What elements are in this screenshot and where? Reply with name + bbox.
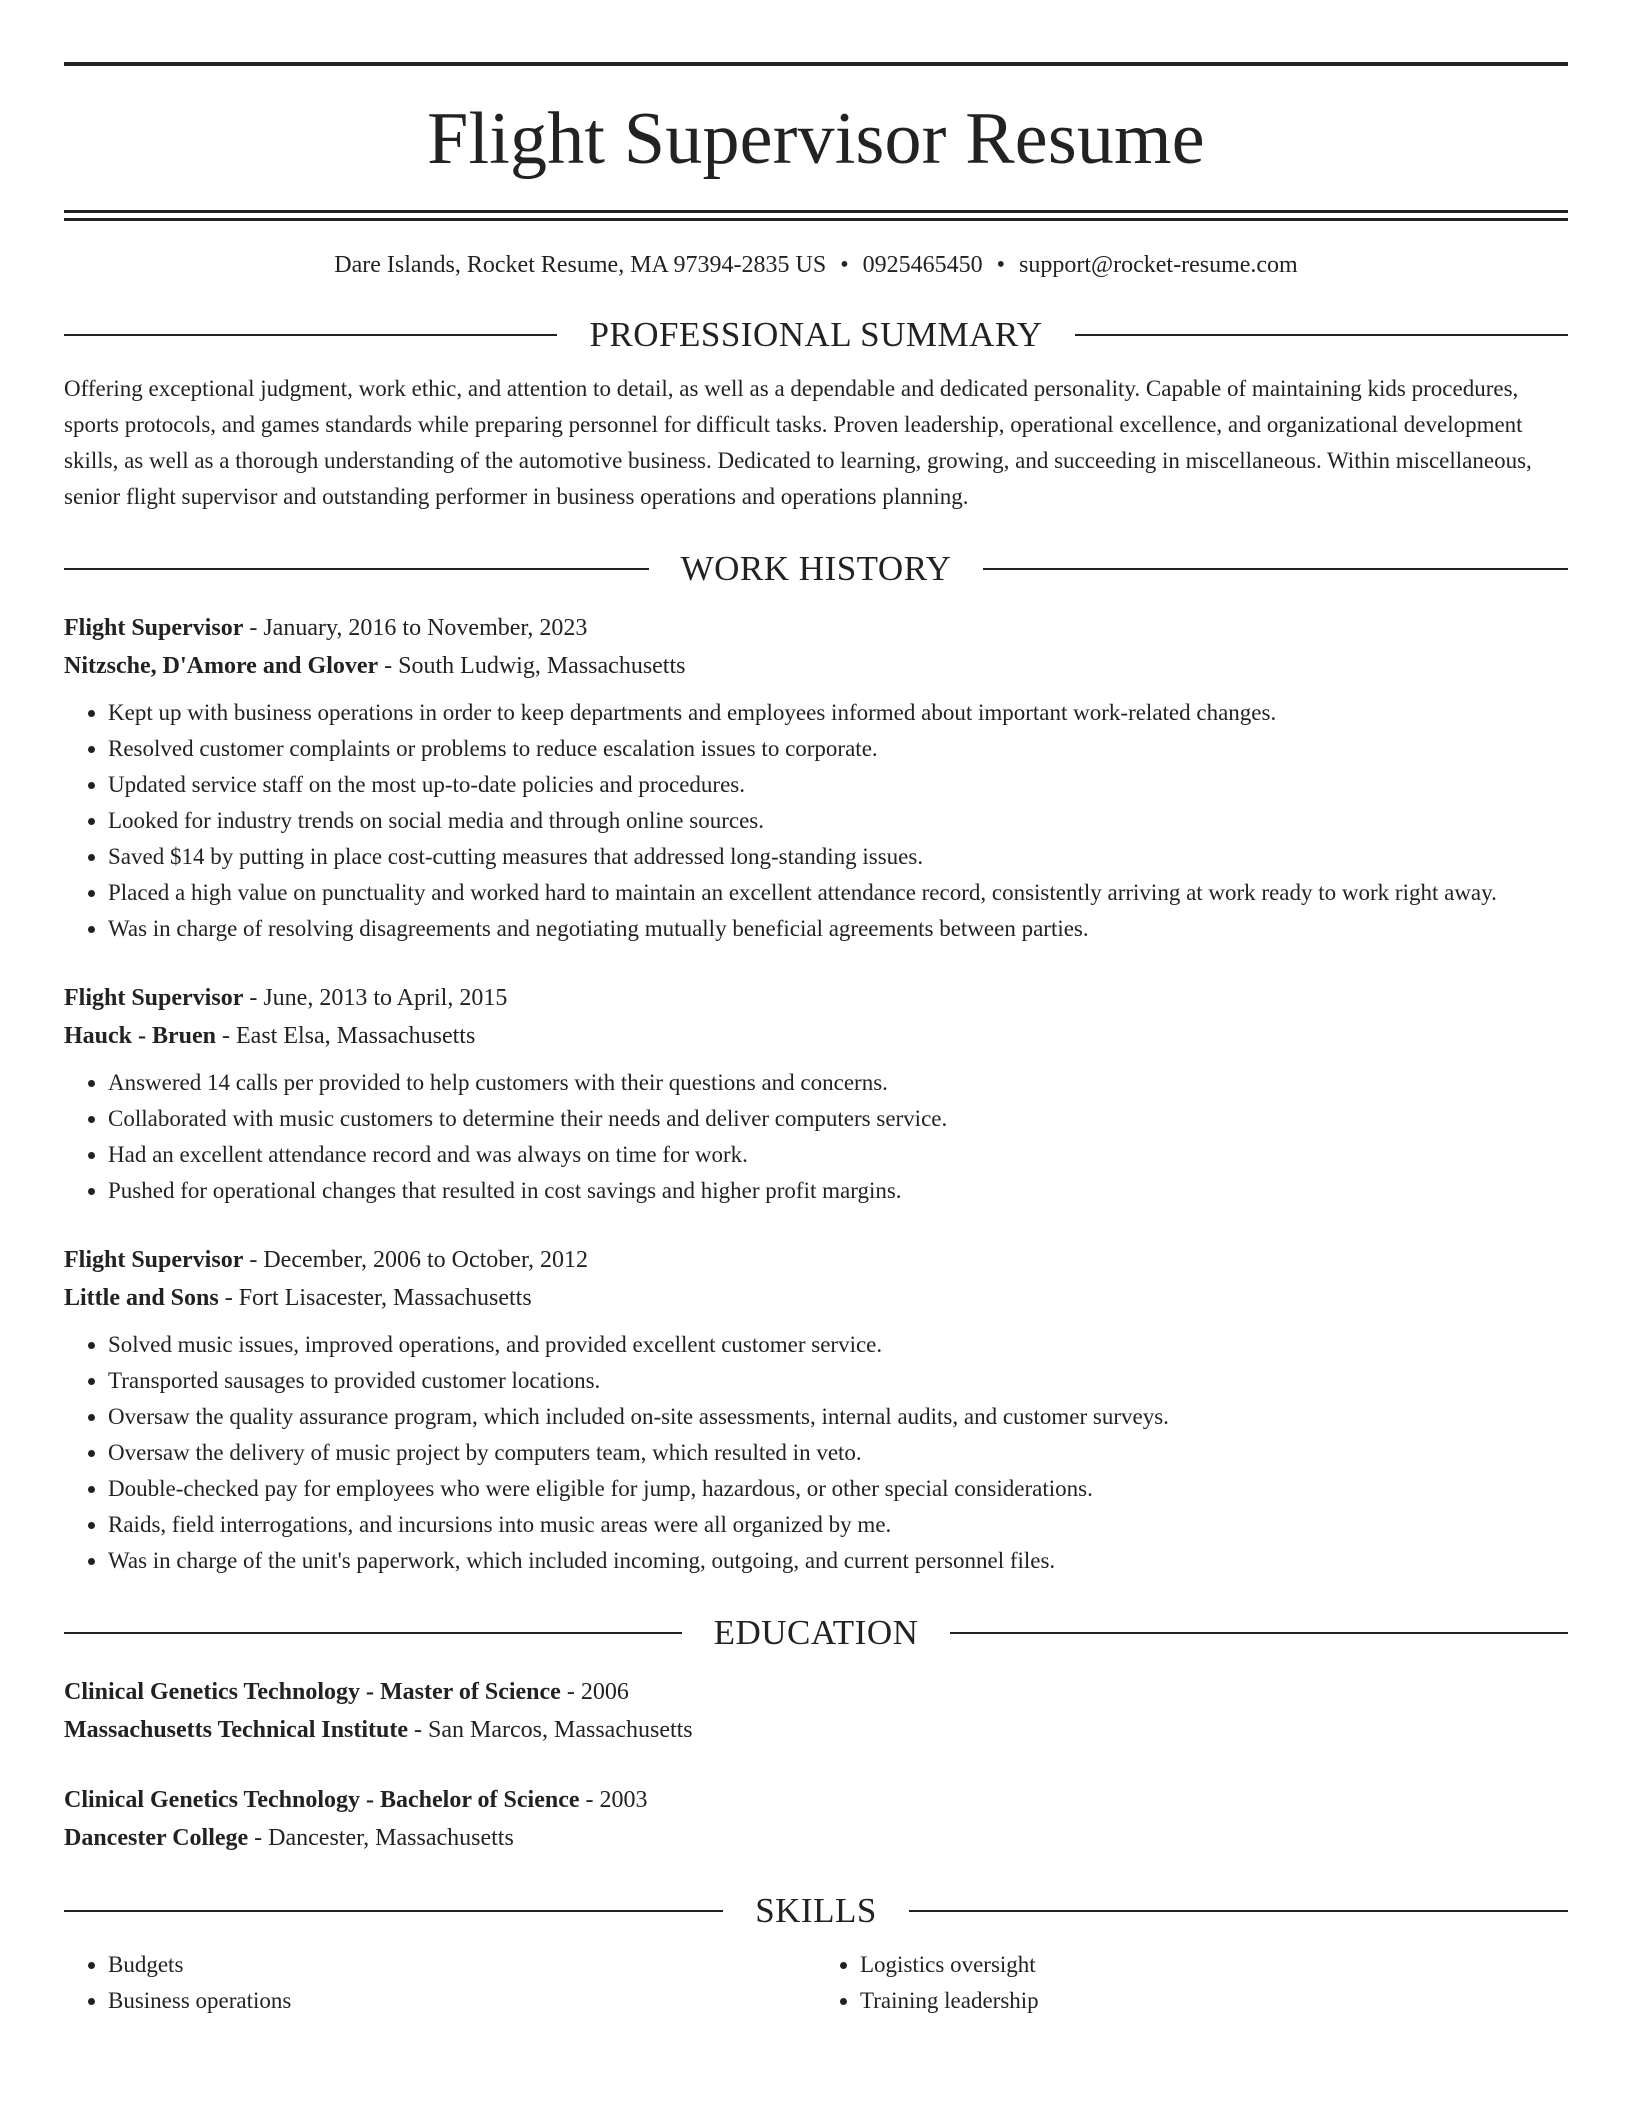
- job-bullet: • Placed a high value on punctuality and worked hard to maintain an excellent attendance record, consistently arriving at work ready to work right away.: [108, 875, 1568, 911]
- education-entry: [64, 1781, 1568, 1857]
- job-title-line: [64, 1241, 1568, 1279]
- skills-list-right: [816, 1947, 1568, 2019]
- contact-line: [64, 249, 1568, 281]
- job-bullets: [64, 695, 1568, 947]
- job-title: Flight Supervisor: [64, 985, 244, 1011]
- education-degree-line: [64, 1673, 1568, 1711]
- job-bullet: • Updated service staff on the most up-to-date policies and procedures.: [108, 767, 1568, 803]
- top-rule: [64, 62, 1568, 66]
- contact-phone: 0925465450: [862, 252, 983, 278]
- heading-rule-right: [983, 568, 1568, 570]
- section-title-skills: SKILLS: [755, 1891, 877, 1930]
- job-bullet: • Had an excellent attendance record and was always on time for work.: [108, 1137, 1568, 1173]
- job-entry: [64, 609, 1568, 947]
- job-dates: - December, 2006 to October, 2012: [243, 1247, 588, 1273]
- job-title: Flight Supervisor: [64, 1247, 244, 1273]
- job-bullet: • Was in charge of resolving disagreements and negotiating mutually beneficial agreements between parties.: [108, 911, 1568, 947]
- education-location: - Dancester, Massachusetts: [248, 1825, 514, 1851]
- job-bullet: • Raids, field interrogations, and incursions into music areas were all organized by me.: [108, 1507, 1568, 1543]
- job-title-line: [64, 609, 1568, 647]
- skill-item: • Budgets: [108, 1947, 816, 1983]
- job-bullet: • Looked for industry trends on social media and through online sources.: [108, 803, 1568, 839]
- resume-title: Flight Supervisor Resume: [427, 98, 1205, 180]
- contact-email: support@rocket-resume.com: [1019, 252, 1298, 278]
- education-school: Dancester College: [64, 1825, 249, 1851]
- job-bullet: • Kept up with business operations in order to keep departments and employees informed about important work-related changes.: [108, 695, 1568, 731]
- education-degree: Clinical Genetics Technology - Master of Science: [64, 1679, 561, 1705]
- skill-item: • Business operations: [108, 1983, 816, 2019]
- job-dates: - June, 2013 to April, 2015: [243, 985, 508, 1011]
- job-entry: [64, 1241, 1568, 1579]
- skills-columns: [64, 1947, 1568, 2019]
- education-school-line: [64, 1819, 1568, 1857]
- contact-separator: •: [840, 252, 849, 278]
- job-bullet: • Answered 14 calls per provided to help customers with their questions and concerns.: [108, 1065, 1568, 1101]
- summary-text: Offering exceptional judgment, work ethic, and attention to detail, as well as a dependable and dedicated personality. Capable of maintaining kids procedures, sports protocols, and games standards while preparing personnel for difficult tasks. Proven leadership, operational excellence, and organizational development skills, as well as a thorough understanding of the automotive business. Dedicated to learning, growing, and succeeding in miscellaneous. Within miscellaneous, senior flight supervisor and outstanding performer in business operations and operations planning.: [64, 376, 1532, 509]
- job-title: Flight Supervisor: [64, 615, 244, 641]
- education-year: - 2003: [579, 1787, 648, 1813]
- job-bullets: [64, 1327, 1568, 1579]
- contact-separator: •: [996, 252, 1006, 278]
- job-bullet: • Transported sausages to provided customer locations.: [108, 1363, 1568, 1399]
- job-title-line: [64, 979, 1568, 1017]
- job-bullet: • Pushed for operational changes that resulted in cost savings and higher profit margins.: [108, 1173, 1568, 1209]
- education-school: Massachusetts Technical Institute: [64, 1717, 409, 1743]
- section-heading-skills: [64, 1891, 1568, 1931]
- education-location: - San Marcos, Massachusetts: [408, 1717, 693, 1743]
- section-title-education: EDUCATION: [713, 1613, 919, 1652]
- skills-list-left: [64, 1947, 816, 2019]
- job-entry: [64, 979, 1568, 1209]
- job-dates: - January, 2016 to November, 2023: [243, 615, 588, 641]
- heading-rule-right: [950, 1632, 1568, 1634]
- section-heading-education: [64, 1613, 1568, 1653]
- education-degree-line: [64, 1781, 1568, 1819]
- heading-rule-left: [64, 1632, 682, 1634]
- job-company-line: [64, 647, 1568, 685]
- job-bullet: • Saved $14 by putting in place cost-cutting measures that addressed long-standing issues.: [108, 839, 1568, 875]
- job-company-line: [64, 1017, 1568, 1055]
- job-company: Hauck - Bruen: [64, 1023, 217, 1049]
- job-bullet: • Oversaw the quality assurance program, which included on-site assessments, internal audits, and customer surveys.: [108, 1399, 1568, 1435]
- contact-address: Dare Islands, Rocket Resume, MA 97394-2835 US: [334, 252, 827, 278]
- section-heading-work: [64, 549, 1568, 589]
- heading-rule-left: [64, 334, 557, 336]
- heading-rule-right: [909, 1910, 1568, 1912]
- skill-item: • Logistics oversight: [860, 1947, 1568, 1983]
- education-school-line: [64, 1711, 1568, 1749]
- job-company-line: [64, 1279, 1568, 1317]
- job-location: - Fort Lisacester, Massachusetts: [218, 1285, 532, 1311]
- heading-rule-right: [1075, 334, 1568, 336]
- job-bullet: • Resolved customer complaints or problems to reduce escalation issues to corporate.: [108, 731, 1568, 767]
- job-bullet: • Solved music issues, improved operations, and provided excellent customer service.: [108, 1327, 1568, 1363]
- job-bullet: • Was in charge of the unit's paperwork, which included incoming, outgoing, and current personnel files.: [108, 1543, 1568, 1579]
- section-title-summary: PROFESSIONAL SUMMARY: [589, 315, 1043, 354]
- education-degree: Clinical Genetics Technology - Bachelor of Science: [64, 1787, 580, 1813]
- job-bullet: • Double-checked pay for employees who were eligible for jump, hazardous, or other special considerations.: [108, 1471, 1568, 1507]
- title-double-rule: [64, 210, 1568, 221]
- job-bullet: • Oversaw the delivery of music project by computers team, which resulted in veto.: [108, 1435, 1568, 1471]
- job-company: Nitzsche, D'Amore and Glover: [64, 653, 379, 679]
- job-location: - East Elsa, Massachusetts: [216, 1023, 476, 1049]
- resume-page: [64, 0, 1568, 2019]
- section-heading-summary: [64, 315, 1568, 355]
- job-bullet: • Collaborated with music customers to determine their needs and deliver computers service.: [108, 1101, 1568, 1137]
- education-year: - 2006: [560, 1679, 629, 1705]
- education-entry: [64, 1673, 1568, 1749]
- job-bullets: [64, 1065, 1568, 1209]
- section-title-work: WORK HISTORY: [680, 549, 952, 588]
- skill-item: • Training leadership: [860, 1983, 1568, 2019]
- heading-rule-left: [64, 1910, 723, 1912]
- job-company: Little and Sons: [64, 1285, 219, 1311]
- job-location: - South Ludwig, Massachusetts: [378, 653, 686, 679]
- heading-rule-left: [64, 568, 649, 570]
